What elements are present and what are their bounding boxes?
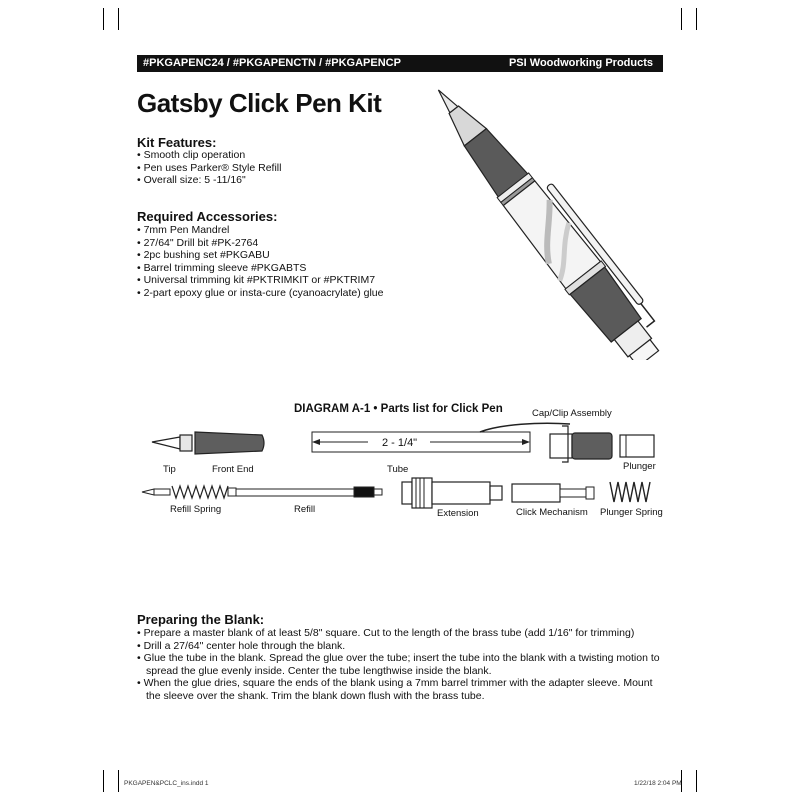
click-mechanism-part — [512, 484, 594, 502]
list-item: • 27/64" Drill bit #PK-2764 — [137, 237, 383, 250]
list-item: • 2pc bushing set #PKGABU — [137, 249, 383, 262]
list-item: • Prepare a master blank of at least 5/8" square. Cut to the length of the brass tube (add 1/16" for trimming) — [137, 627, 667, 640]
tube-part — [312, 432, 530, 452]
features-list — [137, 149, 281, 187]
page-title: Gatsby Click Pen Kit — [137, 88, 382, 118]
list-item: • When the glue dries, square the ends of the blank using a 7mm barrel trimmer with the adapter sleeve. Mount the sleeve over the shank. Trim the blank down flush with the brass tube. — [137, 677, 667, 702]
accessories-list — [137, 224, 383, 300]
tube-label: Tube — [387, 464, 409, 475]
features-heading: Kit Features: — [137, 135, 217, 150]
list-item: • Smooth clip operation — [137, 149, 281, 162]
cap-clip-label: Cap/Clip Assembly — [532, 408, 612, 419]
front-end-part — [195, 432, 264, 454]
crop-mark — [681, 8, 682, 30]
crop-mark — [118, 770, 119, 792]
list-item: • Drill a 27/64" center hole through the blank. — [137, 640, 667, 653]
blank-heading: Preparing the Blank: — [137, 612, 265, 627]
plunger-part — [620, 435, 654, 457]
click-mechanism-label: Click Mechanism — [516, 507, 588, 518]
tube-dimension: 2 - 1/4" — [379, 437, 420, 449]
product-codes: #PKGAPENC24 / #PKGAPENCTN / #PKGAPENCP — [143, 57, 401, 69]
refill-spring-label: Refill Spring — [170, 504, 222, 515]
extension-part — [402, 478, 502, 508]
blank-steps-list — [137, 627, 667, 703]
plunger-label: Plunger — [623, 461, 656, 472]
crop-mark — [696, 8, 697, 30]
footer-filename: PKGAPEN&PCLC_ins.indd 1 — [124, 780, 209, 787]
list-item: • Universal trimming kit #PKTRIMKIT or #PKTRIM7 — [137, 274, 383, 287]
refill-part — [236, 487, 382, 497]
accessories-heading: Required Accessories: — [137, 209, 278, 224]
refill-spring-part — [142, 486, 236, 498]
crop-mark — [103, 8, 104, 30]
list-item: • Glue the tube in the blank. Spread the glue over the tube; insert the tube into the blank with a twisting motion to spread the glue evenly inside. Center the tube lengthwise inside the blank. — [137, 652, 667, 677]
refill-label: Refill — [294, 504, 316, 515]
list-item: • 7mm Pen Mandrel — [137, 224, 383, 237]
plunger-spring-label: Plunger Spring — [600, 507, 663, 518]
list-item: • Barrel trimming sleeve #PKGABTS — [137, 262, 383, 275]
list-item: • Overall size: 5 -11/16" — [137, 174, 281, 187]
list-item: • Pen uses Parker® Style Refill — [137, 162, 281, 175]
crop-mark — [103, 770, 104, 792]
crop-mark — [118, 8, 119, 30]
front-end-label: Front End — [212, 464, 254, 475]
tip-label: Tip — [163, 464, 176, 475]
list-item: • 2-part epoxy glue or insta-cure (cyanoacrylate) glue — [137, 287, 383, 300]
plunger-spring-part — [610, 482, 650, 502]
tip-part — [152, 435, 192, 451]
header-bar — [137, 55, 663, 72]
pen-illustration — [410, 80, 670, 360]
crop-mark — [696, 770, 697, 792]
extension-label: Extension — [437, 508, 479, 519]
footer-date: 1/22/18 2:04 PM — [634, 780, 682, 787]
brand-name: PSI Woodworking Products — [508, 57, 653, 69]
diagram-title: DIAGRAM A-1 • Parts list for Click Pen — [294, 403, 503, 415]
